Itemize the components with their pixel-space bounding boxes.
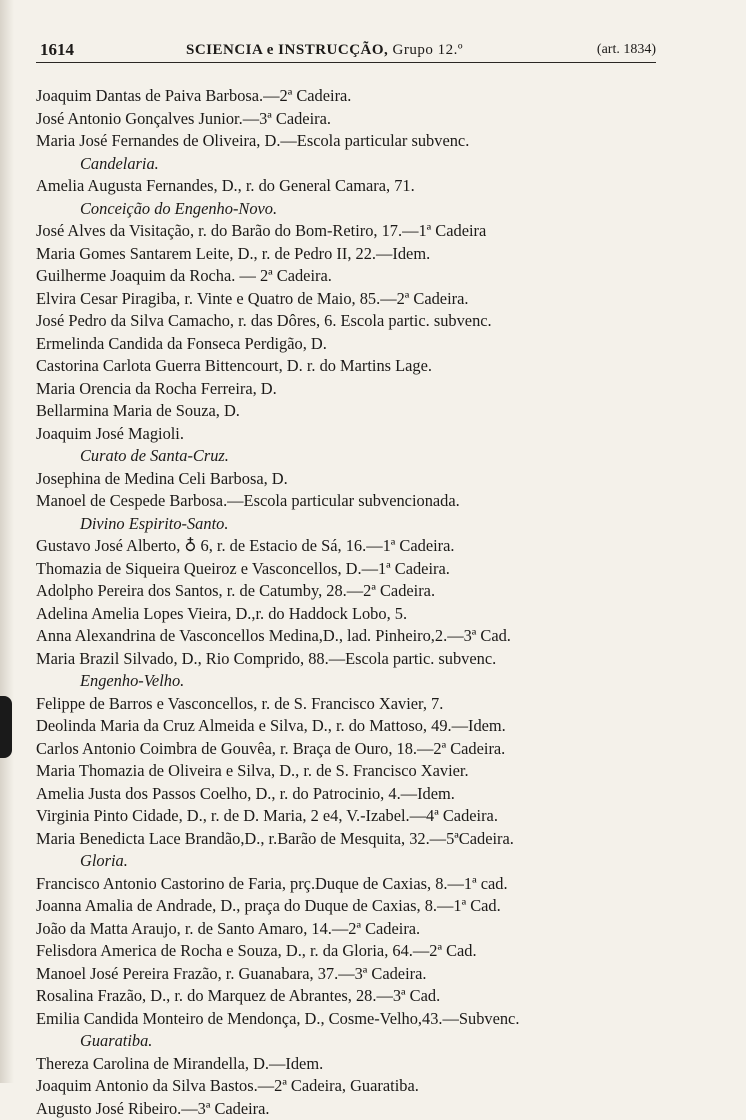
section-heading: Guaratiba. bbox=[36, 1030, 696, 1053]
directory-entry: Maria Brazil Silvado, D., Rio Comprido, 88.—Escola partic. subvenc. bbox=[36, 648, 696, 671]
directory-entry: Joaquim Antonio da Silva Bastos.—2ª Cadeira, Guaratiba. bbox=[36, 1075, 696, 1098]
directory-entry: Anna Alexandrina de Vasconcellos Medina,D., lad. Pinheiro,2.—3ª Cad. bbox=[36, 625, 696, 648]
ink-blot bbox=[0, 696, 12, 758]
directory-entry: Castorina Carlota Guerra Bittencourt, D. r. do Martins Lage. bbox=[36, 355, 696, 378]
directory-entry: Augusto José Ribeiro.—3ª Cadeira. bbox=[36, 1098, 696, 1120]
page-number: 1614 bbox=[40, 40, 74, 60]
directory-entry: Joaquim José Magioli. bbox=[36, 423, 696, 446]
directory-entry: Maria Orencia da Rocha Ferreira, D. bbox=[36, 378, 696, 401]
directory-entry: Joaquim Dantas de Paiva Barbosa.—2ª Cadeira. bbox=[36, 85, 696, 108]
directory-entry: Francisco Antonio Castorino de Faria, prç.Duque de Caxias, 8.—1ª cad. bbox=[36, 873, 696, 896]
directory-entry: Josephina de Medina Celi Barbosa, D. bbox=[36, 468, 696, 491]
directory-entry: Manoel de Cespede Barbosa.—Escola particular subvencionada. bbox=[36, 490, 696, 513]
directory-entry: Thereza Carolina de Mirandella, D.—Idem. bbox=[36, 1053, 696, 1076]
directory-listing bbox=[36, 85, 696, 1120]
directory-entry: Manoel José Pereira Frazão, r. Guanabara, 37.—3ª Cadeira. bbox=[36, 963, 696, 986]
header-rule bbox=[36, 62, 656, 63]
directory-entry: Maria Thomazia de Oliveira e Silva, D., r. de S. Francisco Xavier. bbox=[36, 760, 696, 783]
directory-entry: Thomazia de Siqueira Queiroz e Vasconcellos, D.—1ª Cadeira. bbox=[36, 558, 696, 581]
directory-entry: Felippe de Barros e Vasconcellos, r. de S. Francisco Xavier, 7. bbox=[36, 693, 696, 716]
directory-entry: Gustavo José Alberto, ♁ 6, r. de Estacio de Sá, 16.—1ª Cadeira. bbox=[36, 535, 696, 558]
directory-entry: Adolpho Pereira dos Santos, r. de Catumby, 28.—2ª Cadeira. bbox=[36, 580, 696, 603]
section-heading: Conceição do Engenho-Novo. bbox=[36, 198, 696, 221]
directory-entry: José Alves da Visitação, r. do Barão do Bom-Retiro, 17.—1ª Cadeira bbox=[36, 220, 696, 243]
directory-entry: Elvira Cesar Piragiba, r. Vinte e Quatro de Maio, 85.—2ª Cadeira. bbox=[36, 288, 696, 311]
page-binding-edge bbox=[0, 0, 14, 1083]
directory-entry: Amelia Augusta Fernandes, D., r. do General Camara, 71. bbox=[36, 175, 696, 198]
directory-entry: José Pedro da Silva Camacho, r. das Dôres, 6. Escola partic. subvenc. bbox=[36, 310, 696, 333]
directory-entry: Ermelinda Candida da Fonseca Perdigão, D. bbox=[36, 333, 696, 356]
directory-entry: Emilia Candida Monteiro de Mendonça, D., Cosme-Velho,43.—Subvenc. bbox=[36, 1008, 696, 1031]
directory-entry: Maria Benedicta Lace Brandão,D., r.Barão de Mesquita, 32.—5ªCadeira. bbox=[36, 828, 696, 851]
section-heading: Divino Espirito-Santo. bbox=[36, 513, 696, 536]
directory-entry: Maria Gomes Santarem Leite, D., r. de Pedro II, 22.—Idem. bbox=[36, 243, 696, 266]
directory-entry: José Antonio Gonçalves Junior.—3ª Cadeira. bbox=[36, 108, 696, 131]
section-heading: Candelaria. bbox=[36, 153, 696, 176]
directory-entry: Carlos Antonio Coimbra de Gouvêa, r. Braça de Ouro, 18.—2ª Cadeira. bbox=[36, 738, 696, 761]
directory-entry: Deolinda Maria da Cruz Almeida e Silva, D., r. do Mattoso, 49.—Idem. bbox=[36, 715, 696, 738]
page-header bbox=[36, 38, 656, 64]
article-reference: (art. 1834) bbox=[597, 42, 656, 58]
directory-entry: Maria José Fernandes de Oliveira, D.—Escola particular subvenc. bbox=[36, 130, 696, 153]
section-heading: Curato de Santa-Cruz. bbox=[36, 445, 696, 468]
directory-entry: Guilherme Joaquim da Rocha. — 2ª Cadeira. bbox=[36, 265, 696, 288]
directory-entry: Virginia Pinto Cidade, D., r. de D. Maria, 2 e4, V.-Izabel.—4ª Cadeira. bbox=[36, 805, 696, 828]
directory-entry: Adelina Amelia Lopes Vieira, D.,r. do Haddock Lobo, 5. bbox=[36, 603, 696, 626]
running-title-main: SCIENCIA e INSTRUCÇÃO, bbox=[186, 42, 388, 58]
directory-entry: Amelia Justa dos Passos Coelho, D., r. do Patrocinio, 4.—Idem. bbox=[36, 783, 696, 806]
running-title-group: Grupo 12.º bbox=[393, 42, 463, 58]
directory-entry: Felisdora America de Rocha e Souza, D., r. da Gloria, 64.—2ª Cad. bbox=[36, 940, 696, 963]
directory-entry: Rosalina Frazão, D., r. do Marquez de Abrantes, 28.—3ª Cad. bbox=[36, 985, 696, 1008]
section-heading: Gloria. bbox=[36, 850, 696, 873]
running-title bbox=[186, 42, 463, 59]
directory-entry: João da Matta Araujo, r. de Santo Amaro, 14.—2ª Cadeira. bbox=[36, 918, 696, 941]
section-heading: Engenho-Velho. bbox=[36, 670, 696, 693]
directory-entry: Bellarmina Maria de Souza, D. bbox=[36, 400, 696, 423]
directory-entry: Joanna Amalia de Andrade, D., praça do Duque de Caxias, 8.—1ª Cad. bbox=[36, 895, 696, 918]
